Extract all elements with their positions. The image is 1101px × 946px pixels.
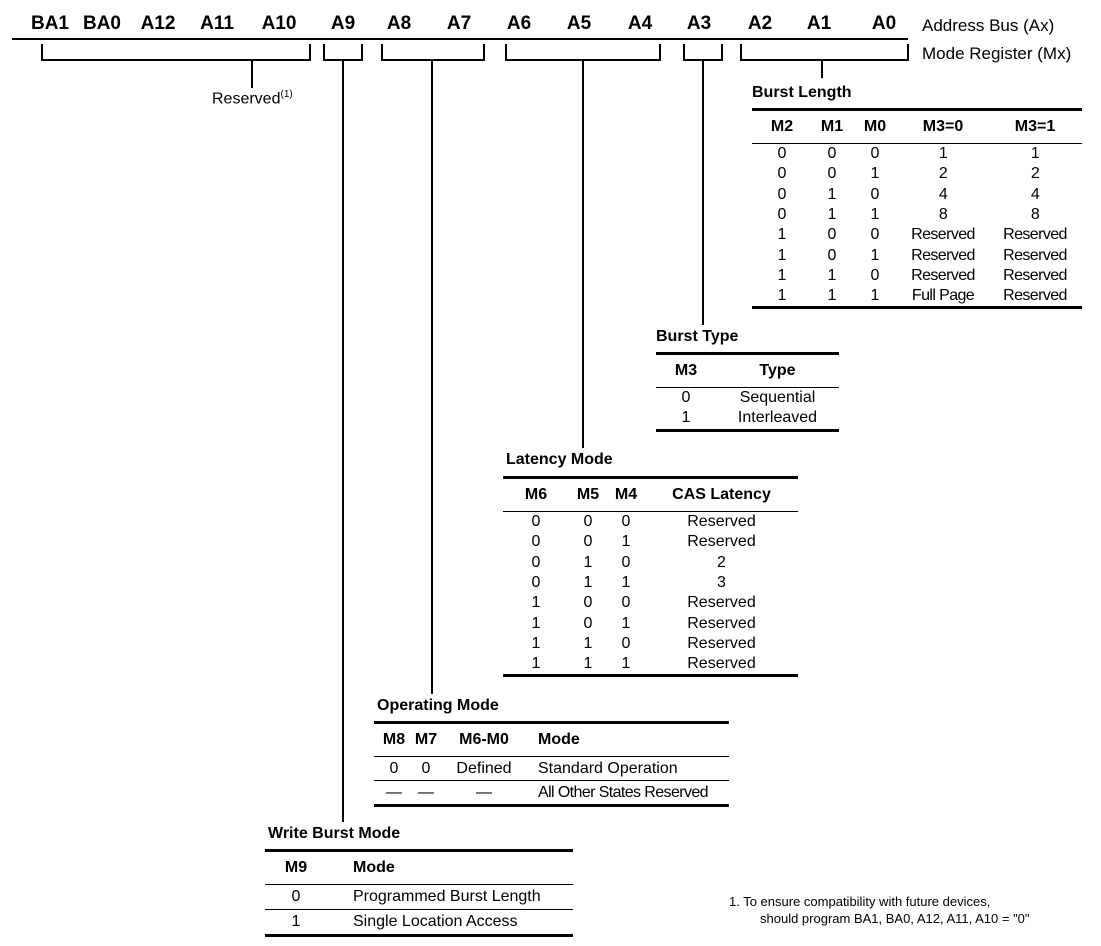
bracket-a8-a7 <box>382 44 484 60</box>
table-cell: 0 <box>777 145 787 163</box>
column-header: M6-M0 <box>438 723 530 757</box>
table-header-row <box>374 723 729 757</box>
table-cell: 2 <box>1030 165 1040 183</box>
latency-mode-table <box>503 476 798 677</box>
table-cell: 1 <box>777 226 787 244</box>
table-cell: 8 <box>1030 206 1040 224</box>
reserved-footnote-ref: (1) <box>280 89 293 100</box>
table-cell: Reserved <box>1003 246 1067 264</box>
table-row <box>656 388 839 409</box>
table-cell: 1 <box>621 655 631 673</box>
column-header: Type <box>716 354 839 388</box>
table-cell: 1 <box>777 287 787 305</box>
bracket-a2-a0 <box>741 44 908 60</box>
table-cell: Reserved <box>1003 266 1067 284</box>
table-cell: 1 <box>870 206 880 224</box>
table-cell: 0 <box>870 185 880 203</box>
address-bit-a11: A11 <box>200 13 234 34</box>
operating-mode-table <box>374 721 729 807</box>
table-row <box>752 245 1082 265</box>
burst-type-table <box>656 352 839 432</box>
table-cell: 1 <box>621 574 631 592</box>
column-header: M3 <box>656 354 716 388</box>
table-header-row <box>752 110 1082 144</box>
table-cell: 0 <box>827 246 837 264</box>
table-cell: Single Location Access <box>353 913 518 930</box>
address-bit-a10: A10 <box>261 13 297 34</box>
table-cell: 0 <box>531 533 541 551</box>
table-cell: 0 <box>374 757 414 781</box>
address-bit-a12: A12 <box>140 13 176 34</box>
operating-mode-title: Operating Mode <box>377 697 499 714</box>
table-cell: 1 <box>870 287 880 305</box>
table-cell: 1 <box>827 185 837 203</box>
table-header-row <box>265 851 573 885</box>
table-cell: Reserved <box>1003 287 1067 305</box>
table-cell: 0 <box>621 634 631 652</box>
table-row <box>503 634 798 654</box>
table-cell: 1 <box>870 165 880 183</box>
table-cell: 1 <box>870 246 880 264</box>
reserved-label <box>212 89 293 108</box>
table-cell: 0 <box>621 513 631 531</box>
table-row <box>374 781 729 806</box>
address-bit-a8: A8 <box>386 13 412 34</box>
reserved-text: Reserved <box>212 90 281 108</box>
column-header: M8 <box>374 723 414 757</box>
table-row <box>752 185 1082 205</box>
column-header: M6 <box>503 478 569 512</box>
table-cell: Defined <box>438 757 530 781</box>
table-cell: 0 <box>531 574 541 592</box>
table-cell: 1 <box>681 409 691 427</box>
footnote-line-2: should program BA1, BA0, A12, A11, A10 = "0" <box>760 911 1030 926</box>
table-cell: — <box>476 783 492 801</box>
table-cell: 0 <box>583 513 593 531</box>
table-cell: 0 <box>583 614 593 632</box>
write-burst-mode-table <box>265 849 573 937</box>
table-row <box>752 164 1082 184</box>
mode-register-label: Mode Register (Mx) <box>922 44 1072 63</box>
table-cell: 1 <box>621 614 631 632</box>
burst-length-title: Burst Length <box>752 84 852 101</box>
address-bit-ba0: BA0 <box>82 13 121 34</box>
table-row <box>265 910 573 936</box>
table-cell: 0 <box>621 553 631 571</box>
table-cell: Full Page <box>911 287 975 305</box>
table-cell: 2 <box>717 553 726 571</box>
table-cell: Sequential <box>739 389 816 407</box>
table-cell: 1 <box>827 206 837 224</box>
table-cell: Reserved <box>687 533 756 551</box>
burst-length-table <box>752 108 1082 309</box>
table-row <box>503 573 798 593</box>
table-cell: 1 <box>621 533 631 551</box>
table-cell: All Other States Reserved <box>538 783 708 801</box>
table-cell: 0 <box>583 594 593 612</box>
table-cell: 0 <box>777 185 787 203</box>
write-burst-mode-title: Write Burst Mode <box>268 825 401 842</box>
column-header: M1 <box>812 110 852 144</box>
table-cell: Reserved <box>687 655 756 673</box>
table-cell: Reserved <box>911 266 975 284</box>
table-cell: 0 <box>621 594 631 612</box>
column-header: M4 <box>607 478 645 512</box>
table-cell: 1 <box>827 266 837 284</box>
column-header: Mode <box>327 851 573 885</box>
table-cell: 0 <box>870 145 880 163</box>
table-cell: 1 <box>531 655 541 673</box>
table-cell: Reserved <box>911 246 975 264</box>
table-cell: Reserved <box>1003 226 1067 244</box>
table-cell: 0 <box>265 885 327 910</box>
bracket-a3 <box>684 44 722 60</box>
address-bit-a4: A4 <box>627 13 653 34</box>
table-cell: Reserved <box>687 594 756 612</box>
table-cell: Interleaved <box>737 409 818 427</box>
address-bit-a9: A9 <box>330 13 356 34</box>
table-cell: Programmed Burst Length <box>327 885 573 910</box>
table-cell: 1 <box>938 145 948 163</box>
table-cell: 1 <box>531 594 541 612</box>
column-header: M5 <box>569 478 607 512</box>
bracket-a6-a4 <box>506 44 660 60</box>
table-cell: 1 <box>531 614 541 632</box>
table-cell: 0 <box>531 553 541 571</box>
table-row <box>503 532 798 552</box>
table-row <box>752 205 1082 225</box>
table-cell: 1 <box>583 553 593 571</box>
column-header: M0 <box>852 110 898 144</box>
address-bit-a1: A1 <box>806 13 832 34</box>
table-cell: 1 <box>583 574 593 592</box>
table-cell: Standard Operation <box>530 757 729 781</box>
address-bus-label: Address Bus (Ax) <box>922 16 1055 35</box>
table-cell: 0 <box>827 165 837 183</box>
table-cell: 0 <box>827 226 837 244</box>
bracket-reserved <box>42 44 310 60</box>
table-header-row <box>656 354 839 388</box>
table-row <box>503 613 798 633</box>
column-header: M2 <box>752 110 812 144</box>
table-row <box>503 512 798 533</box>
table-header-row <box>503 478 798 512</box>
table-row <box>656 408 839 430</box>
address-bit-ba1: BA1 <box>30 13 69 34</box>
table-cell: 0 <box>531 513 541 531</box>
table-row <box>503 593 798 613</box>
column-header: M9 <box>265 851 327 885</box>
table-cell: 0 <box>777 165 787 183</box>
table-cell: 1 <box>1030 145 1040 163</box>
table-cell: Reserved <box>911 226 975 244</box>
address-bit-a6: A6 <box>506 13 532 34</box>
address-bit-a5: A5 <box>566 13 592 34</box>
table-cell: 0 <box>777 206 787 224</box>
table-cell: 0 <box>681 389 691 407</box>
table-cell: 3 <box>717 574 726 592</box>
table-row <box>752 286 1082 308</box>
table-cell: 4 <box>938 185 948 203</box>
latency-mode-title: Latency Mode <box>506 451 613 468</box>
table-cell: 0 <box>827 145 837 163</box>
table-row <box>374 757 729 781</box>
table-cell: — <box>418 783 434 801</box>
table-cell: Reserved <box>687 614 756 632</box>
footnote <box>729 893 1030 927</box>
table-cell: 1 <box>531 634 541 652</box>
table-cell: 4 <box>1030 185 1040 203</box>
table-cell: 1 <box>583 655 593 673</box>
table-cell: 0 <box>583 533 593 551</box>
table-row <box>503 654 798 676</box>
table-cell: 0 <box>870 226 880 244</box>
table-cell: 1 <box>777 246 787 264</box>
table-cell: 1 <box>827 287 837 305</box>
table-cell: 0 <box>870 266 880 284</box>
address-bit-a2: A2 <box>747 13 773 34</box>
table-cell: 1 <box>777 266 787 284</box>
table-row <box>752 266 1082 286</box>
bracket-a9 <box>324 44 362 60</box>
table-cell: — <box>386 783 402 801</box>
table-cell: 1 <box>291 913 301 930</box>
column-header: Mode <box>530 723 729 757</box>
footnote-line-1: 1. To ensure compatibility with future devices, <box>729 894 991 909</box>
table-row <box>265 885 573 910</box>
table-cell: 8 <box>938 206 948 224</box>
burst-type-title: Burst Type <box>656 328 739 345</box>
address-bit-a7: A7 <box>446 13 472 34</box>
column-header: CAS Latency <box>645 478 798 512</box>
table-row <box>503 553 798 573</box>
table-cell: Reserved <box>687 513 756 531</box>
column-header: M3=1 <box>988 110 1082 144</box>
address-bit-a3: A3 <box>686 13 712 34</box>
table-cell: 2 <box>938 165 948 183</box>
address-bit-a0: A0 <box>871 13 897 34</box>
column-header: M3=0 <box>898 110 988 144</box>
table-cell: 0 <box>414 757 438 781</box>
table-row <box>752 144 1082 165</box>
column-header: M7 <box>414 723 438 757</box>
table-cell: Reserved <box>687 634 756 652</box>
table-row <box>752 225 1082 245</box>
table-cell: 1 <box>583 634 593 652</box>
